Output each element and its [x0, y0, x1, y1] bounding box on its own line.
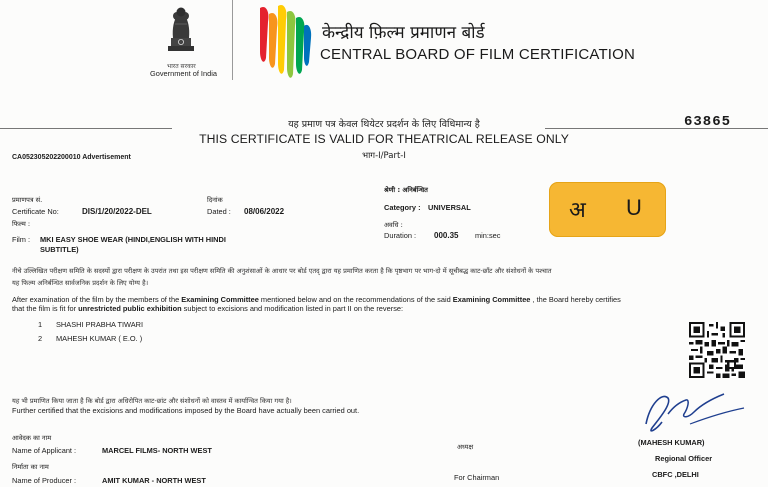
producer-value: AMIT KUMAR - NORTH WEST — [102, 476, 206, 485]
signatory-title: Regional Officer — [655, 454, 713, 463]
signature-icon — [628, 384, 748, 442]
national-emblem-icon — [160, 2, 202, 56]
film-hindi-label: फिल्म : — [12, 220, 31, 228]
government-hindi-label: भारत सरकार — [167, 63, 196, 70]
producer-hindi-label: निर्माता का नाम — [12, 463, 49, 471]
film-title-line1: MKI EASY SHOE WEAR (HINDI,ENGLISH WITH HINDI — [40, 235, 226, 244]
applicant-label: Name of Applicant : — [12, 446, 77, 455]
further-certified-text: Further certified that the excisions and modifications imposed by the Board have actually been carried out. — [12, 406, 360, 415]
producer-label: Name of Producer : — [12, 476, 77, 485]
dated-hindi-label: दिनांक — [207, 196, 223, 204]
signatory-name: (MAHESH KUMAR) — [638, 438, 705, 447]
category-value: UNIVERSAL — [428, 203, 471, 212]
category-hindi-label: श्रेणी : अनिर्बन्धित — [384, 186, 428, 194]
applicant-hindi-label: आवेदक का नाम — [12, 434, 52, 442]
rating-badge — [549, 182, 666, 237]
validity-title: THIS CERTIFICATE IS VALID FOR THEATRICAL RELEASE ONLY — [199, 132, 569, 146]
member-number: 2 — [38, 334, 43, 343]
member-name: SHASHI PRABHA TIWARI — [56, 320, 144, 329]
dated-value: 08/06/2022 — [244, 207, 285, 216]
validity-hindi: यह प्रमाण पत्र केवल थियेटर प्रदर्शन के लिए विधिमान्य है — [288, 119, 480, 130]
board-hindi-title: केन्द्रीय फ़िल्म प्रमाणन बोर्ड — [322, 23, 485, 43]
certificate-no-label: Certificate No: — [12, 207, 59, 216]
member-number: 1 — [38, 320, 43, 329]
part-label: भाग-I/Part-I — [362, 151, 406, 161]
header-divider — [232, 0, 233, 80]
member-name: MAHESH KUMAR ( E.O. ) — [56, 334, 143, 343]
certification-hindi-line1: नीचे उल्लिखित परीक्षण समिति के सदस्यों द्वारा परीक्षण के उपरांत तथा इस परीक्षण समिति की अनुशंसाओं के आधार पर बोर्ड एतद् द्वारा यह प्रमाणित करता है कि पृष्ठभाग पर भाग-दो में सूचीबद्ध काट-छाँट और संशोधनों के पश्चात — [12, 267, 552, 275]
duration-unit: min:sec — [475, 231, 501, 240]
certificate-no-value: DIS/1/20/2022-DEL — [82, 207, 152, 216]
cbfc-logo-icon — [258, 0, 312, 82]
further-certified-hindi: यह भी प्रमाणित किया जाता है कि बोर्ड द्वारा अधिरोपित काट-छांट और संशोधनों को वास्तव में कार्यान्वित किया गया है। — [12, 397, 292, 405]
qr-code-icon — [689, 322, 745, 378]
film-title-line2: SUBTITLE) — [40, 245, 79, 254]
certification-text-line2: that the film is fit for unrestricted public exhibition subject to excisions and modification listed in part II on the reverse: — [12, 304, 404, 313]
chairman-label: For Chairman — [454, 473, 500, 482]
certification-hindi-line2: यह फिल्म अनिर्बन्धित सार्वजनिक प्रदर्शन के लिए योग्य है। — [12, 279, 149, 287]
certificate-reference: CA052305202200010 Advertisement — [12, 154, 131, 161]
duration-label: Duration : — [384, 231, 417, 240]
dated-label: Dated : — [207, 207, 231, 216]
rating-hindi-letter: अ — [569, 198, 586, 223]
certificate-no-hindi-label: प्रमाणपत्र सं. — [12, 196, 43, 204]
certificate-serial-number: 63865 — [684, 114, 732, 130]
chairman-hindi-label: अध्यक्ष — [457, 443, 474, 451]
duration-hindi-label: अवधि : — [384, 221, 403, 229]
rating-letter: U — [626, 195, 642, 220]
certification-text-line1: After examination of the film by the members of the Examining Committee mentioned below and on the recommendations of the said Examining Committee , the Board hereby certifies — [12, 295, 621, 304]
duration-value: 000.35 — [434, 231, 459, 240]
category-label: Category : — [384, 203, 421, 212]
board-title: CENTRAL BOARD OF FILM CERTIFICATION — [320, 46, 636, 63]
applicant-value: MARCEL FILMS- NORTH WEST — [102, 446, 212, 455]
film-label: Film : — [12, 235, 31, 244]
government-label: Government of India — [150, 69, 217, 78]
signatory-office: CBFC ,DELHI — [652, 470, 699, 479]
